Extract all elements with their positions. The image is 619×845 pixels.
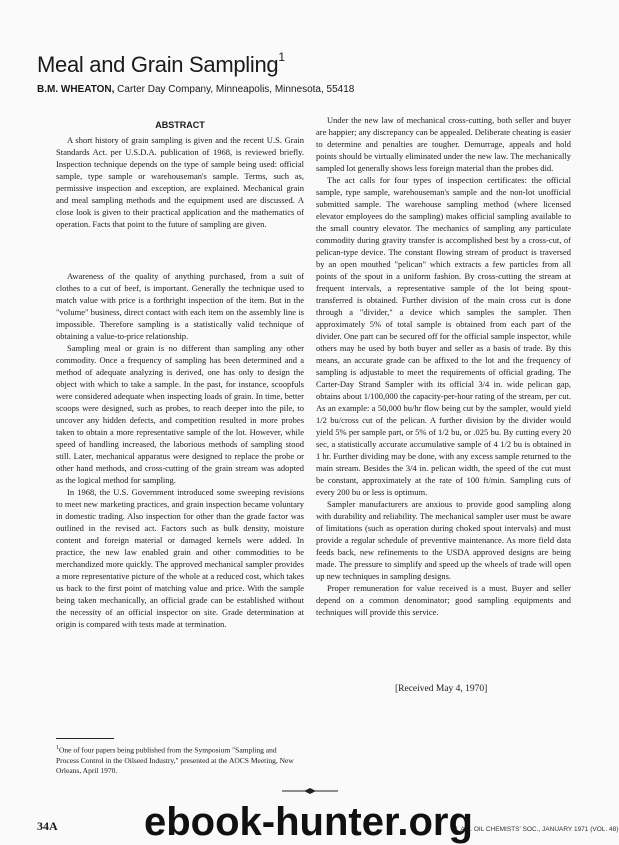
- author-name: B.M. WHEATON,: [37, 84, 115, 95]
- title-footnote-mark: 1: [278, 49, 285, 64]
- received-date: [Received May 4, 1970]: [395, 684, 488, 694]
- body-paragraph: The act calls for four types of inspection certificates: the official sample, type sample, warehouseman's sample and the non-lot unofficial submitted sample. The warehouse sampling method (where licensed elevator employees do the sampling) makes official sampling available to the small country elevator. The mechanics of sampling any particulate commodity during gravity transfer is accomplished best by a cross-cut, of pelican-type device. The constant flowing stream of product is traversed by an open mouthed "pelican" which extracts a few particles from all points of the spout in a uniform fashion. By cross-cutting the stream at frequent intervals, a representative sample of the lot being spout-transferred is obtained. Further division of the main cross cut is done through a "divider," a device which samples the sampler. Then approximately 5% of total sample is obtained from each part of the divider. One part can be secured off for the official sample inspector, while others may be used by both buyer and seller as a basis of trade. By this means, an accurate grade can be affixed to the lot and the frequency of sampling is adjustable to meet the requirements of official grading. The Carter-Day Strand Sampler with its official 3/4 in. wide pelican gap, obtains about 1/100,000 the capacity-per-hour rating of the stream, per cut. As an example: a 50,000 bu/hr flow being cut by the sampler, would yield 1/2 bu/cross cut of the pelican. A further division by the divider would yield 5% per sample part, or 5% of 1/2 bu, or .025 bu. By cutting every 20 sec, a statistically accurate accumulative sample of 4 1/2 bu is obtained in 1 hr. Further dividing may be done, with any excess sample returned to the main stream. Besides the 3/4 in. pelican width, the speed of the cut must be constant, approximately at the rate of 100 ft/min. Sampling cuts of every 200 bu or less is optimum.: [316, 175, 571, 497]
- page-number: 34A: [37, 819, 58, 833]
- body-paragraph: Proper remuneration for value received is a must. Buyer and seller depend on a common denominator; good sampling equipments and techniques will provide this service.: [316, 583, 571, 617]
- left-column-body: [56, 270, 304, 630]
- end-ornament: [282, 788, 338, 794]
- footnote: [56, 743, 298, 776]
- running-head: J. AM. OIL CHEMISTS' SOC., JANUARY 1971 (VOL. 48): [454, 826, 619, 833]
- body-paragraph: Awareness of the quality of anything purchased, from a suit of clothes to a cut of beef, is important. Generally the technique used to match value with price is a forthright inspection of the item. But in the "volume" business, direct contact with each item on the assembly line is impossible. Therefore sampling is a statistically valid technique of obtaining a value-to-price relationship.: [56, 271, 304, 341]
- footnote-rule: [56, 738, 114, 739]
- author-line: [37, 84, 354, 95]
- right-column-body: [316, 114, 571, 618]
- footnote-text: One of four papers being published from the Symposium "Sampling and Process Control in the Oilseed Industry," presented at the AOCS Meeting, New Orleans, April 1970.: [56, 745, 294, 775]
- body-paragraph: Under the new law of mechanical cross-cutting, both seller and buyer are happier; any discrepancy can be appealed. Deliberate cheating is easier to determine and penalties are tougher. Demurrage, appeals and hold points should be virtually eliminated under the new law. The mechanically sampled lot generally shows less foreign material than the probes did.: [316, 115, 571, 173]
- body-paragraph: Sampler manufacturers are anxious to provide good sampling along with durability and reliability. The mechanical sampler user must be aware of limitations (such as operation during choked spout intervals) and must provide a regular schedule of preventive maintenance. As more field data feeds back, new refinements to the USDA approved designs are being made. The pressure to simplify and speed up the wheels of trade will open up new techniques in sampling designs.: [316, 499, 571, 581]
- footnote-mark: 1: [56, 745, 59, 751]
- body-paragraph: Sampling meal or grain is no different than sampling any other commodity. Once a frequency of sampling has been determined and a method of adequate analyzing is derived, one has only to design the object with which to take a sample. In the past, for instance, scoopfuls were considered adequate when inspecting loads of grain. In time, better scoops were designed, such as probes, to reach deeper into the pile, to uncover any hidden defects, and competition resulted in more probes taken to obtain a more representative sample of the lot. However, while speed of handling increased, the laborious methods of sampling stood still. Later, mechanical apparatus were designed to replace the probe or other hand methods, and cross-cutting of the grain stream was adopted as the logical method for sampling.: [56, 343, 304, 485]
- abstract-paragraph: A short history of grain sampling is given and the recent U.S. Grain Standards Act. per U.S.D.A. publication of 1968, is reviewed briefly. Inspection technique depends on the type of sample being used: official sample, type sample or warehouseman's sample. Terms, such as, permissive inspection and exception, are explained. Mechanical grain and meal sampling methods and the equipment used are discussed. A close look is given to their practical application and the mathematics of operation. Facts that point to the future of sampling are given.: [56, 135, 304, 229]
- watermark-text: ebook-hunter.org: [144, 800, 473, 844]
- article-title: Meal and Grain Sampling$^1$: [37, 49, 285, 77]
- abstract-body: [56, 134, 304, 230]
- abstract-heading: ABSTRACT: [155, 120, 205, 130]
- body-paragraph: In 1968, the U.S. Government introduced some sweeping revisions to meet new marketing practices, and grain inspection became voluntary in domestic trading. Also inspection for other than the grade factor was outlined in the revised act. Factors such as bulk density, moisture content and foreign material or damaged kernels were added. In practice, the new law enabled grain and other commodities to be merchandized more quickly. The approved mechanical sampler provides a more representative picture of the whole at a reduced cost, which takes us back to the first point of matching value and price. With the sample being taken mechanically, an official grade can be established without the necessity of an official inspector on site. Grade determination at origin is compared with tests made at termination.: [56, 487, 304, 629]
- author-affiliation: Carter Day Company, Minneapolis, Minnesota, 55418: [114, 84, 355, 95]
